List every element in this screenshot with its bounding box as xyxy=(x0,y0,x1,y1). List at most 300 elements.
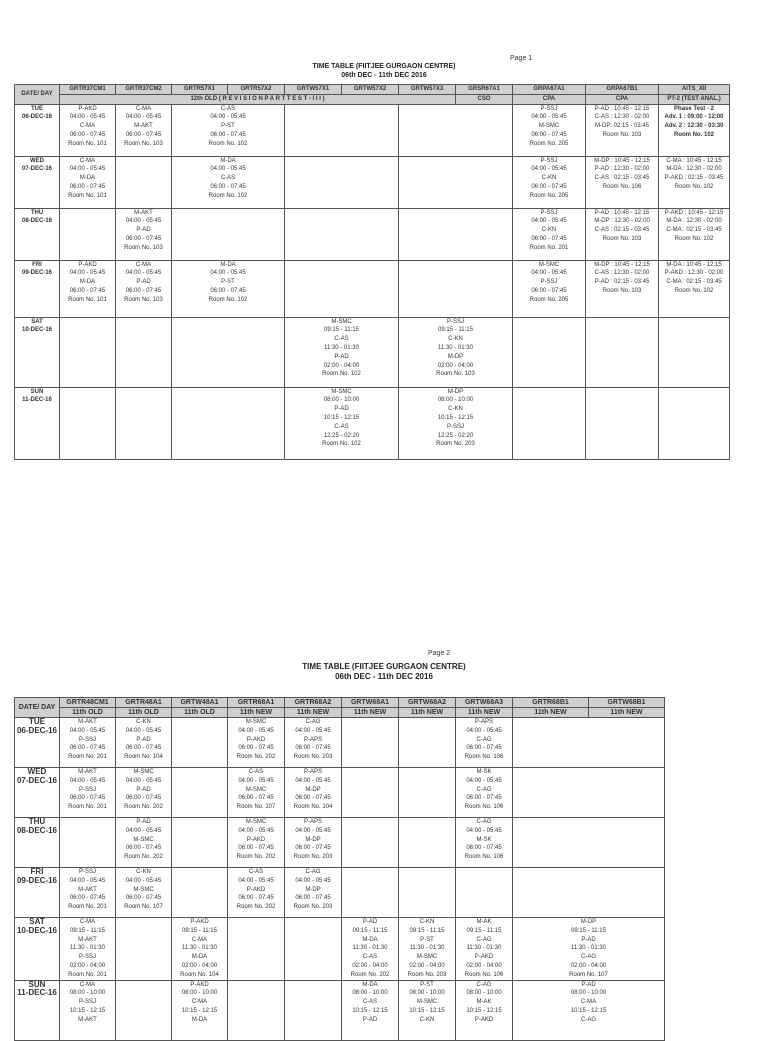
schedule-line: M-AK xyxy=(476,999,492,1006)
schedule-line: Room No. 202 xyxy=(236,904,276,911)
schedule-line: Room No. 103 xyxy=(124,296,163,303)
day-cell xyxy=(15,260,60,317)
day-cell xyxy=(15,718,60,768)
schedule-cell xyxy=(116,718,172,768)
course-subheader: 11th NEW xyxy=(513,708,589,718)
schedule-line: P-APS xyxy=(303,769,322,775)
schedule-cell xyxy=(60,156,116,208)
schedule-cell xyxy=(399,718,456,768)
schedule-line: Room No. 102 xyxy=(208,192,248,199)
day-name: TUE xyxy=(29,717,45,726)
schedule-line: 04:00 - 05:45 xyxy=(531,270,567,277)
schedule-cell xyxy=(456,980,513,1040)
schedule-line: 06:00 - 07:45 xyxy=(125,745,162,752)
schedule-line: Room No. 202 xyxy=(236,854,276,861)
batch-header: GRTR37CM2 xyxy=(116,85,172,95)
schedule-line: 06:00 - 07:45 xyxy=(210,131,246,138)
schedule-line: 09:15 - 11:15 xyxy=(409,927,445,934)
batch-header: GRTW68A1 xyxy=(342,698,399,708)
schedule-line: 02:00 - 04:00 xyxy=(181,962,218,969)
schedule-line: Room No. 102 xyxy=(208,296,248,303)
schedule-cell xyxy=(285,104,399,156)
schedule-line: Room No. 107 xyxy=(569,971,608,978)
schedule-line: M-SMC xyxy=(416,999,438,1006)
schedule-line: M-SK xyxy=(476,836,492,843)
schedule-cell xyxy=(659,387,730,459)
schedule-line: 06:00 - 07:45 xyxy=(125,795,162,802)
schedule-line: 09:15 - 11:15 xyxy=(438,327,473,334)
schedule-cell xyxy=(285,818,342,868)
schedule-line: P-AD xyxy=(362,1016,378,1023)
schedule-line: 04:00 - 05:45 xyxy=(69,270,106,277)
day-name: THU xyxy=(30,209,44,216)
schedule-line: 08:00 - 10:00 xyxy=(181,990,218,997)
schedule-cell xyxy=(60,208,116,260)
schedule-line: Room No. 102 xyxy=(208,140,248,147)
schedule-cell xyxy=(172,104,285,156)
schedule-cell xyxy=(172,918,228,981)
schedule-line: M-AKT xyxy=(78,886,97,893)
schedule-cell xyxy=(399,208,513,260)
day-cell xyxy=(15,868,60,918)
schedule-line: P-AD xyxy=(581,981,596,988)
schedule-line: M-DP xyxy=(305,886,321,893)
schedule-cell xyxy=(60,718,116,768)
schedule-line: P-AKD xyxy=(78,261,97,268)
schedule-line: M-SMC xyxy=(538,261,560,268)
schedule-line: 04:00 - 05:45 xyxy=(295,727,331,734)
schedule-cell xyxy=(116,317,172,387)
schedule-cell xyxy=(513,104,586,156)
schedule-line: M-SMC xyxy=(416,954,438,961)
schedule-line: 06:00 - 07:45 xyxy=(531,235,567,242)
schedule-cell xyxy=(60,260,116,317)
schedule-line: 08:00 - 10:00 xyxy=(352,990,388,997)
schedule-line: Room No. 102 xyxy=(674,183,714,190)
schedule-line: M-SMC xyxy=(245,819,267,825)
day-row xyxy=(15,768,665,818)
schedule-line: 06:00 - 07:45 xyxy=(210,287,246,294)
schedule-cell xyxy=(228,980,285,1040)
schedule-line: P-ST xyxy=(420,936,434,943)
day-date: 09-DEC-16 xyxy=(16,875,57,885)
schedule-line: C-KN xyxy=(136,719,151,725)
schedule-line: C-AS xyxy=(248,769,264,775)
schedule-cell xyxy=(172,208,285,260)
schedule-line: P-AD : 10:45 - 12:15 xyxy=(594,105,650,112)
schedule-line: P-AKD xyxy=(78,105,97,112)
batch-header: GRTW48A1 xyxy=(172,698,228,708)
schedule-cell xyxy=(586,260,659,317)
schedule-line: 02:00 - 04:00 xyxy=(466,962,502,969)
batch-header: GRTR68A2 xyxy=(285,698,342,708)
schedule-line: M-AKT xyxy=(134,209,153,216)
schedule-line: M-DA xyxy=(220,261,236,268)
schedule-line: P-APS xyxy=(303,819,322,825)
schedule-line: M-DP xyxy=(447,388,464,395)
schedule-line: M-DP xyxy=(305,786,321,793)
schedule-line: C-AG xyxy=(305,719,321,725)
schedule-line: 11:30 - 01:30 xyxy=(70,945,105,952)
schedule-cell xyxy=(342,980,399,1040)
schedule-cell xyxy=(116,818,172,868)
schedule-cell xyxy=(285,387,399,459)
schedule-cell xyxy=(586,208,659,260)
day-name: FRI xyxy=(32,261,42,268)
schedule-line: M-SMC xyxy=(133,886,154,893)
course-subheader: 11th OLD xyxy=(60,708,116,718)
schedule-line: Room No. 202 xyxy=(124,804,163,811)
schedule-line: C-KN xyxy=(419,1016,435,1023)
schedule-line: P-ST xyxy=(420,981,434,988)
schedule-line: M-DP xyxy=(580,919,597,925)
schedule-line: C-MA xyxy=(135,105,152,112)
schedule-line: 09:15 - 11:15 xyxy=(466,927,502,934)
schedule-line: M-DA : 10:45 - 12:15 xyxy=(666,261,722,268)
schedule-line: 04:00 - 05:45 xyxy=(531,166,567,173)
course-subheader: 12th OLD ( R E V I S I O N P A R T T E S T - I I I ) xyxy=(60,94,456,104)
schedule-line: 06:00 - 07:45 xyxy=(295,845,331,852)
schedule-line: C-AG xyxy=(581,1016,596,1023)
schedule-line: P-SSJ xyxy=(540,105,558,112)
schedule-line: Room No. 107 xyxy=(124,904,163,911)
page-number: Page 2 xyxy=(428,650,451,657)
schedule-cell xyxy=(399,156,513,208)
day-row xyxy=(15,104,730,156)
schedule-cell xyxy=(285,208,399,260)
schedule-line: P-AKD xyxy=(474,1016,494,1023)
schedule-line: M-DP : 10:45 - 12:15 xyxy=(594,157,650,164)
schedule-line: C-MA xyxy=(580,999,597,1006)
course-subheader: 11th NEW xyxy=(285,708,342,718)
schedule-line: 06:00 - 07:45 xyxy=(210,183,246,190)
day-row xyxy=(15,868,665,918)
schedule-cell xyxy=(116,208,172,260)
schedule-line: 04:00 - 05:45 xyxy=(238,877,274,884)
schedule-line: C-AG xyxy=(476,936,492,943)
day-date: 08-DEC-16 xyxy=(21,218,52,225)
schedule-line: Room No. 203 xyxy=(293,904,333,911)
title-line-2: 06th DEC - 11th DEC 2016 xyxy=(341,72,427,79)
day-name: SUN xyxy=(28,980,46,989)
schedule-line: Room No. 202 xyxy=(236,754,276,761)
schedule-cell xyxy=(513,718,665,768)
schedule-cell xyxy=(456,918,513,981)
schedule-cell xyxy=(513,156,586,208)
schedule-line: 04:00 - 05:45 xyxy=(466,827,502,834)
schedule-line: P-ST xyxy=(221,279,235,286)
schedule-line: Room No. 203 xyxy=(293,854,333,861)
schedule-line: P-AD : 10:45 - 12:15 xyxy=(594,209,650,216)
schedule-line: C-AS xyxy=(334,336,349,343)
schedule-line: 04:00 - 05:45 xyxy=(210,114,246,121)
day-date: 10-DEC-16 xyxy=(21,327,52,334)
schedule-line: 08:00 - 10:00 xyxy=(570,990,607,997)
schedule-line: Room No. 101 xyxy=(68,192,107,199)
day-row xyxy=(15,718,665,768)
schedule-line: Room No. 103 xyxy=(436,371,475,378)
schedule-cell xyxy=(342,768,399,818)
schedule-line: M-AKT xyxy=(78,769,97,775)
schedule-line: 06:00 - 07:45 xyxy=(531,131,567,138)
schedule-line: 06:00 - 07:45 xyxy=(125,287,162,294)
schedule-line: 11:30 - 01:30 xyxy=(571,945,606,952)
schedule-cell xyxy=(60,104,116,156)
course-subheader: 11th NEW xyxy=(399,708,456,718)
schedule-line: Room No. 101 xyxy=(68,140,107,147)
course-subheader: CPA xyxy=(513,94,586,104)
schedule-line: 06:00 - 07:45 xyxy=(531,183,567,190)
schedule-line: 06:00 - 07:45 xyxy=(238,795,274,802)
schedule-line: 06:00 - 07:45 xyxy=(69,745,106,752)
schedule-line: 04:00 - 05:45 xyxy=(125,270,162,277)
schedule-line: Room No. 201 xyxy=(68,754,107,761)
schedule-line: C-MA xyxy=(135,261,152,268)
schedule-line: Room No. 201 xyxy=(68,971,107,978)
page-title xyxy=(0,662,768,682)
course-subheader: 11th NEW xyxy=(589,708,665,718)
schedule-line: C-MA : 10:45 - 12:15 xyxy=(666,157,722,164)
schedule-line: Room No. 201 xyxy=(68,804,107,811)
schedule-cell xyxy=(399,387,513,459)
title-line-2: 06th DEC - 11th DEC 2016 xyxy=(335,672,433,681)
schedule-line: C-MA xyxy=(191,936,208,943)
schedule-line: P-AD xyxy=(136,786,151,793)
schedule-line: C-AS xyxy=(220,175,236,182)
batch-header: GRTW57X2 xyxy=(342,85,399,95)
schedule-line: 06:00 - 07:45 xyxy=(69,183,106,190)
day-date: 06-DEC-16 xyxy=(16,725,57,735)
schedule-cell xyxy=(60,918,116,981)
schedule-line: P-ST xyxy=(221,123,235,130)
schedule-line: Room No. 106 xyxy=(464,804,504,811)
day-date: 07-DEC-16 xyxy=(21,166,52,173)
batch-header: GRTR37CM1 xyxy=(60,85,116,95)
schedule-line: C-AG xyxy=(305,869,321,875)
schedule-line: C-AS : 12:30 - 02:00 xyxy=(594,270,650,277)
schedule-cell xyxy=(228,768,285,818)
schedule-cell xyxy=(285,918,342,981)
schedule-line: M-AKT xyxy=(78,719,97,725)
schedule-line: P-SSJ xyxy=(446,318,464,325)
schedule-line: 06:00 - 07:45 xyxy=(466,745,502,752)
schedule-line: M-DA xyxy=(362,936,378,943)
schedule-line: 09:15 - 11:15 xyxy=(571,927,606,934)
schedule-line: 06:00 - 07:45 xyxy=(295,745,331,752)
day-name: SUN xyxy=(30,388,44,395)
page-number: Page 1 xyxy=(510,55,533,62)
schedule-cell xyxy=(60,317,116,387)
schedule-line: 04:00 - 05:45 xyxy=(125,218,162,225)
timetable-2 xyxy=(14,697,665,1041)
schedule-line: M-AKT xyxy=(134,123,153,130)
schedule-line: Room No. 201 xyxy=(68,904,107,911)
schedule-cell xyxy=(116,980,172,1040)
schedule-line: Room No. 106 xyxy=(602,183,642,190)
schedule-line: P-AD : 12:30 - 02:00 xyxy=(594,166,650,173)
schedule-cell xyxy=(659,156,730,208)
schedule-line: P-AKD : 10:45 - 12:15 xyxy=(664,209,724,216)
day-date: 07-DEC-16 xyxy=(16,775,57,785)
course-subheader: PT-2 (TEST ANAL.) xyxy=(659,94,730,104)
title-line-1: TIME TABLE (FIITJEE GURGAON CENTRE) xyxy=(312,63,456,70)
schedule-line: 06:00 - 07:45 xyxy=(125,235,162,242)
schedule-line: 10:15 - 12:15 xyxy=(570,1007,607,1014)
schedule-cell xyxy=(172,818,228,868)
schedule-cell xyxy=(228,918,285,981)
batch-header: GRTR48A1 xyxy=(116,698,172,708)
schedule-line: Room No. 103 xyxy=(602,131,642,138)
schedule-line: 06:00 - 07:45 xyxy=(531,287,567,294)
schedule-line: C-MA xyxy=(79,123,96,130)
schedule-line: Room No. 102 xyxy=(322,441,361,448)
schedule-line: 04:00 - 05:45 xyxy=(295,877,331,884)
schedule-cell xyxy=(399,980,456,1040)
schedule-cell xyxy=(172,156,285,208)
schedule-cell xyxy=(285,156,399,208)
schedule-line: P-AKD xyxy=(246,736,266,743)
schedule-line: Room No. 203 xyxy=(293,754,333,761)
schedule-line: Room No. 205 xyxy=(529,296,569,303)
day-row xyxy=(15,818,665,868)
schedule-cell xyxy=(116,104,172,156)
schedule-line: M-AK xyxy=(476,919,492,925)
title-line-1: TIME TABLE (FIITJEE GURGAON CENTRE) xyxy=(302,662,466,671)
schedule-line: 10:15 - 12:15 xyxy=(437,414,474,421)
day-name: WED xyxy=(30,157,44,164)
day-cell xyxy=(15,156,60,208)
schedule-line: 10:15 - 12:15 xyxy=(181,1007,218,1014)
schedule-line: M-DA xyxy=(79,175,96,182)
schedule-line: P-AKD xyxy=(246,836,266,843)
schedule-line: C-MA xyxy=(79,981,96,988)
schedule-line: 09:15 - 11:15 xyxy=(182,927,217,934)
schedule-line: Room No. 102 xyxy=(674,235,714,242)
schedule-line: 11:30 - 01:30 xyxy=(324,344,359,351)
schedule-line: C-AS : 02:15 - 03:45 xyxy=(594,175,650,182)
day-name: TUE xyxy=(31,105,43,112)
batch-header: GRPA67B1 xyxy=(586,85,659,95)
schedule-cell xyxy=(116,387,172,459)
schedule-line: 02:00 - 04:00 xyxy=(409,962,445,969)
schedule-line: 06:00 - 07:45 xyxy=(69,795,106,802)
schedule-line: 06:00 - 07:45 xyxy=(125,131,162,138)
schedule-line: P-SSJ xyxy=(78,786,96,793)
schedule-line: P-APS xyxy=(474,719,493,725)
schedule-cell xyxy=(586,317,659,387)
schedule-cell xyxy=(60,768,116,818)
schedule-line: 04:00 - 05:45 xyxy=(125,114,162,121)
schedule-line: 04:00 - 05:45 xyxy=(69,877,106,884)
schedule-line: 06:00 - 07:45 xyxy=(295,795,331,802)
schedule-line: M-DP: 02:15 - 03:45 xyxy=(594,123,650,130)
schedule-line: P-AD xyxy=(136,736,151,743)
schedule-line: P-AKD xyxy=(190,981,209,988)
schedule-line: 06:00 - 07:45 xyxy=(69,895,106,902)
schedule-line: P-AD xyxy=(581,936,596,943)
batch-header: GRTW68A3 xyxy=(456,698,513,708)
schedule-line: 04:00 - 05:45 xyxy=(125,877,162,884)
schedule-line: M-DA xyxy=(220,157,236,164)
schedule-line: 11:30 - 01:30 xyxy=(466,945,502,952)
schedule-line: C-MA xyxy=(79,919,96,925)
schedule-line: P-AD xyxy=(334,406,349,413)
schedule-cell xyxy=(513,918,665,981)
schedule-line: M-SMC xyxy=(245,786,267,793)
day-cell xyxy=(15,980,60,1040)
schedule-line: Room No. 104 xyxy=(180,971,219,978)
schedule-line: P-SSJ xyxy=(540,279,558,286)
day-cell xyxy=(15,104,60,156)
day-date: 10-DEC-16 xyxy=(16,925,57,935)
schedule-line: Adv. 2 : 12:30 - 03:30 xyxy=(664,123,724,130)
schedule-cell xyxy=(456,718,513,768)
day-cell xyxy=(15,818,60,868)
date-day-header: DATE/ DAY xyxy=(15,85,60,105)
schedule-cell xyxy=(342,718,399,768)
schedule-cell xyxy=(342,818,399,868)
schedule-cell xyxy=(586,387,659,459)
schedule-line: Room No. 103 xyxy=(602,235,642,242)
schedule-line: Room No. 103 xyxy=(124,244,163,251)
schedule-cell xyxy=(285,768,342,818)
day-name: SAT xyxy=(31,318,43,325)
schedule-line: C-AS : 02:15 - 03:45 xyxy=(594,227,650,234)
schedule-line: M-SMC xyxy=(133,769,154,775)
schedule-line: C-AG xyxy=(476,981,492,988)
schedule-line: P-AKD xyxy=(474,954,494,961)
day-row xyxy=(15,260,730,317)
schedule-line: P-SSJ xyxy=(78,736,96,743)
course-subheader: CSO xyxy=(456,94,513,104)
schedule-line: Room No. 102 xyxy=(322,371,361,378)
schedule-cell xyxy=(399,768,456,818)
schedule-cell xyxy=(513,868,665,918)
schedule-cell xyxy=(228,868,285,918)
schedule-line: 09:15 - 11:15 xyxy=(70,927,105,934)
day-date: 11-DEC-16 xyxy=(22,397,52,404)
schedule-line: 04:00 - 05:45 xyxy=(69,166,106,173)
schedule-line: 06:00 - 07:45 xyxy=(238,745,274,752)
schedule-cell xyxy=(116,918,172,981)
schedule-line: P-AD xyxy=(136,227,151,234)
schedule-line: 10:15 - 12:15 xyxy=(466,1007,502,1014)
schedule-line: M-SMC xyxy=(331,318,352,325)
day-row xyxy=(15,208,730,260)
schedule-line: C-AS : 12:30 - 02:00 xyxy=(594,114,650,121)
schedule-line: 12:25 - 02:20 xyxy=(437,432,474,439)
schedule-line: P-AD xyxy=(334,353,349,360)
day-name: SAT xyxy=(29,917,45,926)
schedule-line: P-SSJ xyxy=(446,423,464,430)
schedule-cell xyxy=(172,387,285,459)
schedule-line: M-SMC xyxy=(245,719,267,725)
schedule-cell xyxy=(513,387,586,459)
schedule-cell xyxy=(172,768,228,818)
schedule-line: Room No. 205 xyxy=(529,192,569,199)
schedule-line: P-SSJ xyxy=(78,869,96,875)
schedule-cell xyxy=(586,104,659,156)
schedule-line: M-DP : 10:45 - 12:15 xyxy=(594,261,650,268)
schedule-cell xyxy=(399,260,513,317)
schedule-line: 09:15 - 11:15 xyxy=(324,327,359,334)
schedule-line: Room No. 106 xyxy=(464,854,504,861)
schedule-line: 06:00 - 07:45 xyxy=(69,287,106,294)
schedule-line: 10:15 - 12:15 xyxy=(69,1007,106,1014)
course-subheader: 11th NEW xyxy=(456,708,513,718)
schedule-line: 04:00 - 05:45 xyxy=(125,727,162,734)
schedule-line: 04:00 - 05:45 xyxy=(210,270,246,277)
